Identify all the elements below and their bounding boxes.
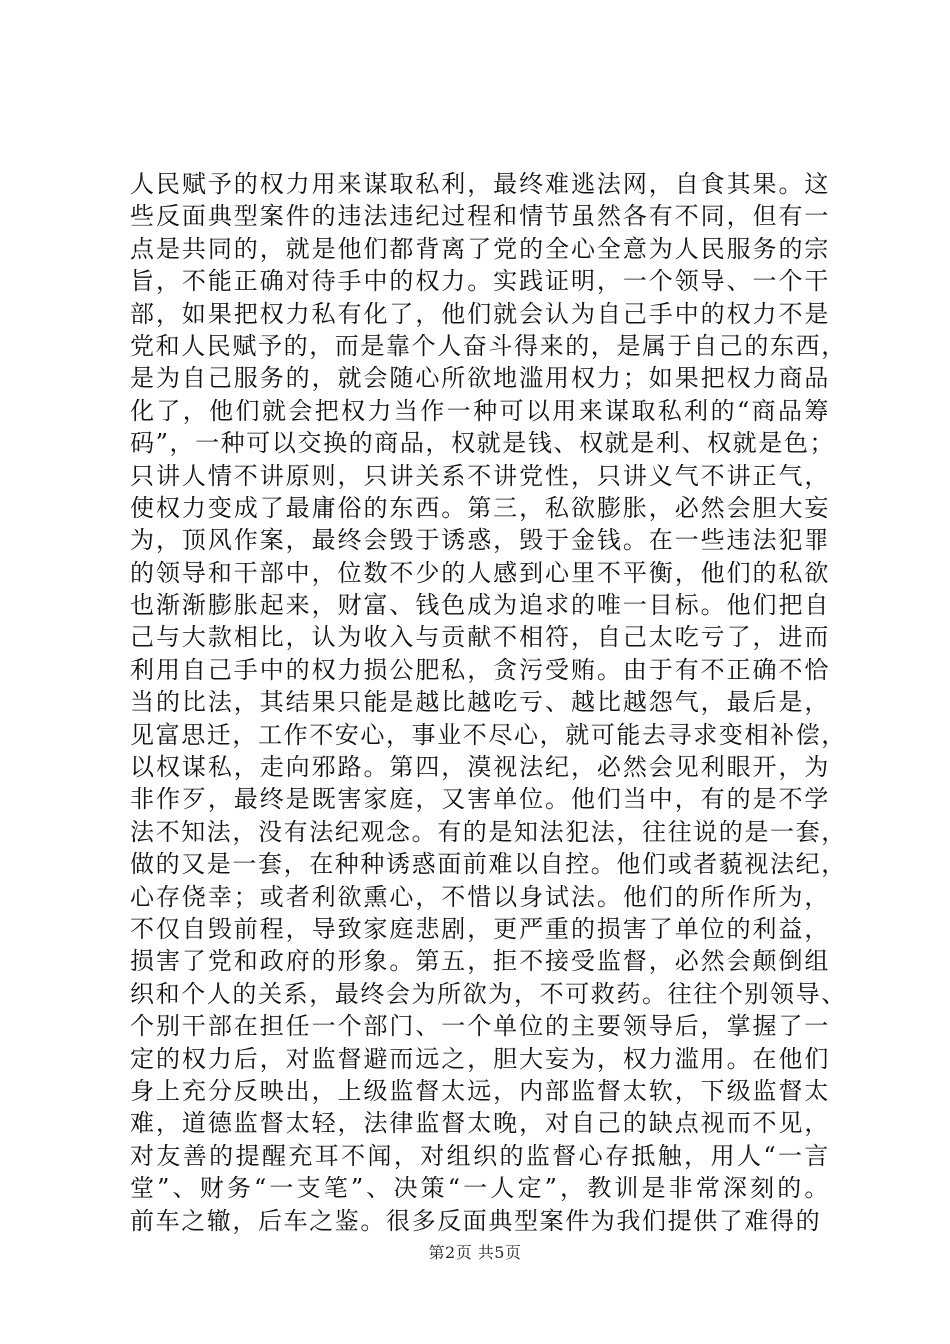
text-line: 以权谋私，走向邪路。第四，漠视法纪，必然会见利眼开，为 <box>130 753 830 782</box>
text-line: 织和个人的关系，最终会为所欲为，不可救药。往往个别领导、 <box>130 979 847 1008</box>
text-line: 做的又是一套，在种种诱惑面前难以自控。他们或者藐视法纪， <box>130 850 847 879</box>
text-line: 化了，他们就会把权力当作一种可以用来谋取私利的“商品筹 <box>130 396 830 425</box>
text-line: 身上充分反映出，上级监督太远，内部监督太软，下级监督太 <box>130 1076 830 1105</box>
text-line: 前车之辙，后车之鉴。很多反面典型案件为我们提供了难得的 <box>130 1206 822 1235</box>
text-line: 使权力变成了最庸俗的东西。第三，私欲膨胀，必然会胆大妄 <box>130 493 830 522</box>
text-line: 见富思迁，工作不安心，事业不尽心，就可能去寻求变相补偿， <box>130 720 847 749</box>
text-line: 个别干部在担任一个部门、一个单位的主要领导后，掌握了一 <box>130 1012 830 1041</box>
text-line: 利用自己手中的权力损公肥私，贪污受贿。由于有不正确不恰 <box>130 655 830 684</box>
text-line: 非作歹，最终是既害家庭，又害单位。他们当中，有的是不学 <box>130 785 830 814</box>
text-line: 只讲人情不讲原则，只讲关系不讲党性，只讲义气不讲正气， <box>130 461 830 490</box>
text-line: 难，道德监督太轻，法律监督太晚，对自己的缺点视而不见， <box>130 1109 830 1138</box>
text-line: 旨，不能正确对待手中的权力。实践证明，一个领导、一个干 <box>130 267 830 296</box>
text-line: 是为自己服务的，就会随心所欲地滥用权力；如果把权力商品 <box>130 364 830 393</box>
body-text <box>130 168 847 1237</box>
text-line: 己与大款相比，认为收入与贡献不相符，自己太吃亏了，进而 <box>130 623 830 652</box>
page-number-footer: 第2页 共5页 <box>428 1243 522 1262</box>
text-line: 的领导和干部中，位数不少的人感到心里不平衡，他们的私欲 <box>130 558 830 587</box>
text-line: 定的权力后，对监督避而远之，胆大妄为，权力滥用。在他们 <box>130 1044 830 1073</box>
text-line: 损害了党和政府的形象。第五，拒不接受监督，必然会颠倒组 <box>130 947 830 976</box>
text-line: 部，如果把权力私有化了，他们就会认为自己手中的权力不是 <box>130 299 830 328</box>
text-line: 为，顶风作案，最终会毁于诱惑，毁于金钱。在一些违法犯罪 <box>130 526 830 555</box>
text-line: 也渐渐膨胀起来，财富、钱色成为追求的唯一目标。他们把自 <box>130 591 830 620</box>
text-line: 码”，一种可以交换的商品，权就是钱、权就是利、权就是色； <box>130 429 836 458</box>
text-line: 堂”、财务“一支笔”、决策“一人定”，教训是非常深刻的。 <box>130 1174 830 1203</box>
text-line: 人民赋予的权力用来谋取私利，最终难逃法网，自食其果。这 <box>130 170 830 198</box>
text-line: 些反面典型案件的违法违纪过程和情节虽然各有不同，但有一 <box>130 202 830 231</box>
text-line: 对友善的提醒充耳不闻，对组织的监督心存抵触，用人“一言 <box>130 1141 830 1170</box>
text-line: 不仅自毁前程，导致家庭悲剧，更严重的损害了单位的利益， <box>130 914 830 943</box>
text-line: 法不知法，没有法纪观念。有的是知法犯法，往往说的是一套， <box>130 817 847 846</box>
text-line: 当的比法，其结果只能是越比越吃亏、越比越怨气，最后是， <box>130 688 830 717</box>
text-line: 党和人民赋予的，而是靠个人奋斗得来的，是属于自己的东西， <box>130 331 847 360</box>
text-line: 点是共同的，就是他们都背离了党的全心全意为人民服务的宗 <box>130 234 830 263</box>
text-line: 心存侥幸；或者利欲熏心，不惜以身试法。他们的所作所为， <box>130 882 830 911</box>
